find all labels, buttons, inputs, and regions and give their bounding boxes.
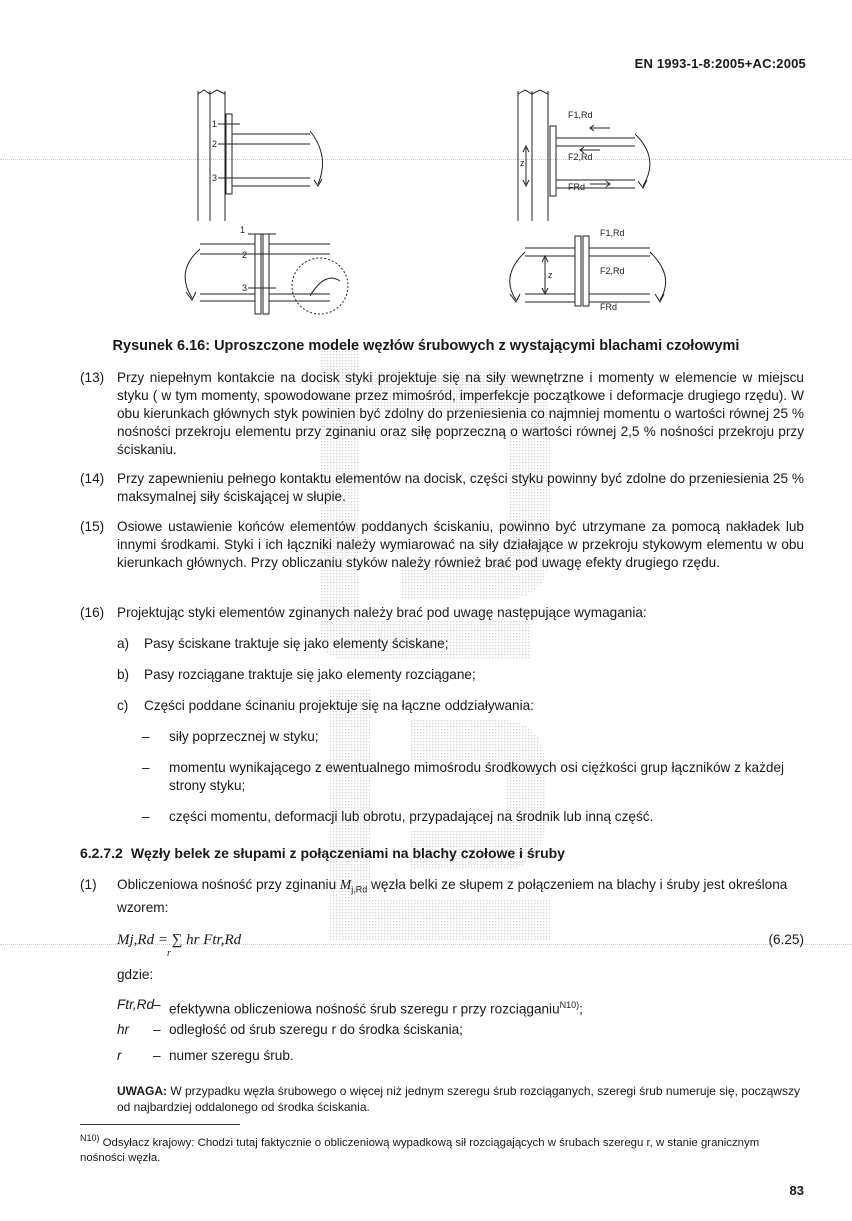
figure-label-f2b: F2,Rd [600, 266, 625, 276]
paragraph-number: (1) [80, 877, 97, 892]
figure-label-1: 1 [212, 119, 218, 129]
dash-item-1: – siły poprzecznej w styku; [142, 729, 319, 744]
dash-item-2: – momentu wynikającego z ewentualnego mimośrodu środkowych osi ciężkości grup łączników z każdej strony styku; [142, 760, 785, 793]
paragraph-number: (14) [80, 471, 105, 486]
footnote-mark: N10) [80, 1133, 100, 1143]
figure-label-z2: z [548, 270, 553, 280]
page-number: 83 [789, 1183, 804, 1198]
figure-label-fr: FRd [568, 182, 586, 192]
list-item-c: c) Części poddane ścinaniu projektuje się na łączne oddziaływania: [117, 698, 534, 713]
figure-label-3b: 3 [242, 283, 248, 293]
figure-bottom-right [510, 228, 666, 312]
definition-ftr: Ftr,Rd – efektywna obliczeniowa nośność śrub szeregu r przy rozciąganiu$^{N10)}$; [117, 997, 583, 1017]
paragraph-14 [80, 470, 804, 506]
footnote-divider [80, 1124, 240, 1125]
figure-top-left [198, 90, 323, 221]
figure-label-f2: F2,Rd [568, 152, 593, 162]
formula-number: (6.25) [768, 932, 804, 947]
section-title: Węzły belek ze słupami z połączeniami na blachy czołowe i śruby [130, 845, 565, 861]
figure-top-right [518, 90, 650, 221]
figure-caption: Rysunek 6.16: Uproszczone modele węzłów śrubowych z wystającymi blachami czołowymi [112, 338, 740, 354]
paragraph-number: (13) [80, 370, 105, 385]
section-number: 6.2.7.2 [80, 845, 123, 861]
figure-label-2: 2 [212, 139, 218, 149]
definition-hr: hr – odległość od śrub szeregu r do środka ściskania; [117, 1022, 463, 1037]
document-header: EN 1993-1-8:2005+AC:2005 [634, 56, 806, 71]
figure-label-frb: FRd [600, 302, 618, 312]
paragraph-13 [80, 369, 804, 459]
figure-label-f1b: F1,Rd [600, 228, 625, 238]
definition-r: r – numer szeregu śrub. [117, 1048, 294, 1063]
list-item-a: a) Pasy ściskane traktuje się jako elementy ściskane; [117, 636, 449, 651]
paragraph-text: Osiowe ustawienie końców elementów poddanych ściskaniu, powinno być utrzymane za pomocą nakładek lub innymi środkami. Styki i ich łączniki należy wymiarować na siły działające w przekroju stykowym elementu w obu kierunkach głównych. Przy obliczaniu styków należy również brać pod uwagę efekty drugiego rzędu. [117, 519, 804, 570]
dash-item-3: – części momentu, deformacji lub obrotu, przypadającej na środnik lub inną część. [142, 809, 654, 824]
note-label: UWAGA: [117, 1084, 167, 1098]
figure-label-2b: 2 [242, 250, 248, 260]
paragraph-text: Przy niepełnym kontakcie na docisk styki projektuje się na siły wewnętrzne i momenty w elemencie w miejscu styku ( w tym momenty, spowodowane przez mimośród, imperfekcje początkowe i deformacje drugiego rzędu). W obu kierunkach głównych styk powinien być zdolny do przeniesienia co najmniej momentu o wartości równej 25 % nośności przekroju elementu przy zginaniu oraz siłę poprzeczną o wartości równej 2,5 % nośności przekroju przy ściskaniu. [117, 370, 804, 457]
section-heading [80, 845, 573, 861]
formula-6-25 [117, 932, 241, 959]
note [117, 1083, 807, 1115]
footnote [80, 1131, 802, 1166]
figure-label-z: z [520, 158, 525, 168]
figure-label-f1: F1,Rd [568, 110, 593, 120]
list-item-b: b) Pasy rozciągane traktuje się jako elementy rozciągane; [117, 667, 476, 682]
formula-index: r [167, 948, 171, 959]
where-label: gdzie: [117, 967, 154, 982]
figure-label-3: 3 [212, 173, 218, 183]
paragraph-16 [80, 604, 804, 622]
footnote-text: Odsyłacz krajowy: Chodzi tutaj faktycznie o obliczeniową wypadkową sił rozciągających w śrubach szeregu r, w stanie granicznym nośności węzła. [80, 1136, 760, 1164]
paragraph-number: (15) [80, 519, 105, 534]
formula-expression: Mj,Rd = ∑ hr Ftr,Rd [117, 932, 242, 948]
paragraph-number: (16) [80, 605, 105, 620]
note-text: W przypadku węzła śrubowego o więcej niż jednym szeregu śrub rozciąganych, szeregi śrub numeruje się, począwszy od najbardziej oddalonego od środka ściskania. [117, 1084, 800, 1114]
figure-label-1b: 1 [240, 225, 246, 235]
paragraph-text: Przy zapewnieniu pełnego kontaktu elementów na docisk, części styku powinny być zdolne do przeniesienia 25 % maksymalnej siły ściskającej w słupie. [117, 471, 804, 504]
figure-joint-models [170, 86, 730, 326]
paragraph-1 [80, 876, 804, 917]
paragraph-text: Obliczeniowa nośność przy zginaniu $M_{j,Rd}$ węzła belki ze słupem z połączeniem na blachy i śruby jest określona wzorem: [117, 877, 788, 915]
figure-bottom-left [185, 225, 348, 314]
paragraph-text: Projektując styki elementów zginanych należy brać pod uwagę następujące wymagania: [117, 605, 647, 620]
paragraph-15 [80, 518, 804, 572]
